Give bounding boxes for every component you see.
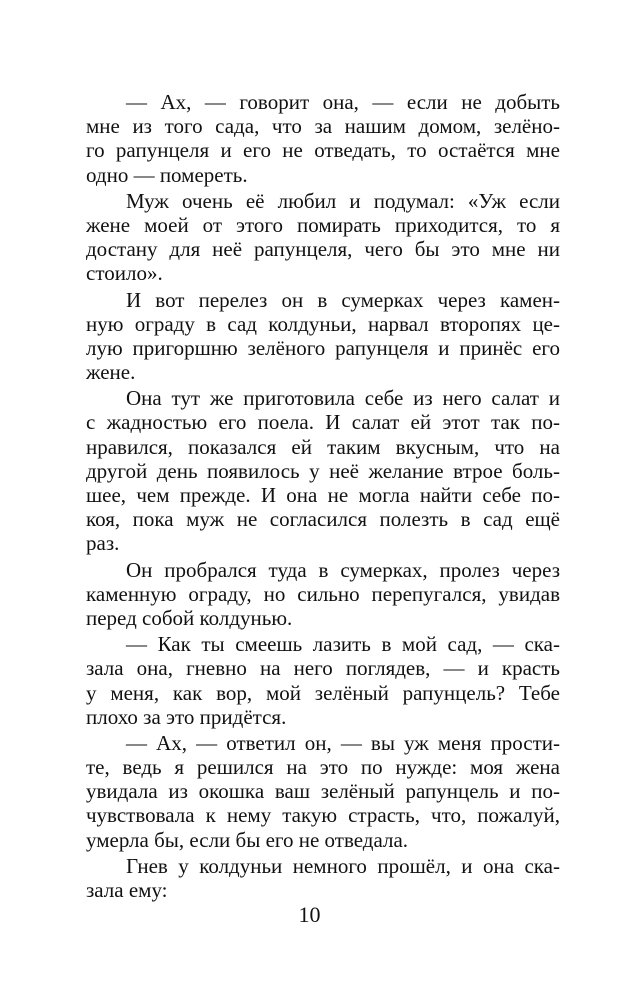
text-line: у меня, как вор, мой зелёный рапунцель? Тебе <box>86 680 560 705</box>
text-line: Гнев у колдуньи немного прошёл, и она ска- <box>126 853 560 878</box>
text-line: раз. <box>86 531 120 556</box>
text-line: другой день появилось у неё желание втрое боль- <box>86 458 560 483</box>
paragraph <box>86 731 560 852</box>
text-line: лую пригоршню зелёного рапунцеля и принёс его <box>86 335 560 360</box>
text-line: го рапунцеля и его не отведать, то остаётся мне <box>86 138 560 163</box>
paragraph <box>86 189 560 286</box>
paragraph <box>86 386 560 555</box>
text-line: умерла бы, если бы его не отведала. <box>86 827 409 852</box>
text-line: Муж очень её любил и подумал: «Уж если <box>126 188 560 213</box>
text-line: перед собой колдунью. <box>86 605 293 630</box>
text-line: мне из того сада, что за нашим домом, зелёно- <box>86 114 560 139</box>
text-line: нравился, показался ей таким вкусным, что на <box>86 434 560 459</box>
text-line: плохо за это придётся. <box>86 704 287 729</box>
text-line: — Ах, — говорит она, — если не добыть <box>126 90 560 114</box>
text-line: шее, чем прежде. И она не могла найти себе по- <box>86 483 560 507</box>
text-line: — Ах, — ответил он, — вы уж меня прости- <box>126 730 560 755</box>
paragraph <box>86 90 560 187</box>
text-line: чувствовала к нему такую страсть, что, пожалуй, <box>86 803 560 828</box>
text-line: — Как ты смеешь лазить в мой сад, — ска- <box>126 632 560 657</box>
text-line: с жадностью его поела. И салат ей этот так по- <box>86 410 560 435</box>
paragraph <box>86 288 560 385</box>
text-line: жене моей от этого помирать приходится, то я <box>86 212 560 237</box>
paragraph <box>86 558 560 631</box>
text-line: Он пробрался туда в сумерках, пролез через <box>126 557 560 582</box>
paragraph <box>86 632 560 729</box>
text-line: Она тут же приготовила себе из него салат и <box>126 386 560 411</box>
text-line: ную ограду в сад колдуньи, нарвал второпях це- <box>86 311 560 336</box>
text-body <box>86 90 560 904</box>
text-line: жене. <box>86 360 136 385</box>
text-line: зала она, гневно на него поглядев, — и красть <box>86 656 560 681</box>
text-line: увидала из окошка ваш зелёный рапунцель и по- <box>86 779 560 804</box>
text-line: И вот перелез он в сумерках через камен- <box>126 287 560 312</box>
text-line: достану для неё рапунцеля, чего бы это мне ни <box>86 237 560 262</box>
text-line: те, ведь я решился на это по нужде: моя жена <box>86 755 560 780</box>
text-line: одно — помереть. <box>86 162 248 187</box>
paragraph <box>86 854 560 902</box>
text-line: коя, пока муж не согласился полезть в сад ещё <box>86 507 560 532</box>
page-number: 10 <box>298 902 321 927</box>
text-line: зала ему: <box>86 878 168 902</box>
text-line: каменную ограду, но сильно перепугался, увидав <box>86 581 560 606</box>
text-line: стоило». <box>86 261 163 286</box>
